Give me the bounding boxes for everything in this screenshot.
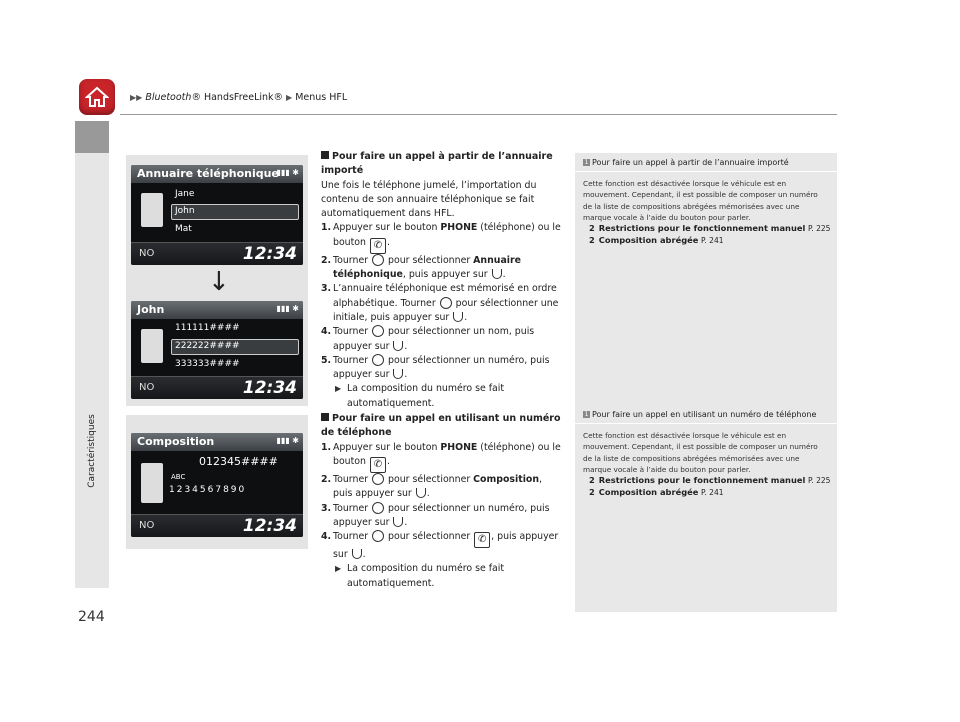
signal-bluetooth-icon: ▮▮▮ ✱ [276,304,299,313]
step: 5. Tourner pour sélectionner un numéro, puis appuyer sur . [321,354,550,381]
selector-knob-icon [372,473,384,485]
note-body: Cette fonction est désactivée lorsque le véhicule est en mouvement. Cependant, il est possible de composer un numéro de la liste de compositions abrégées mémorisées avec une marque vocale à l’aide du bouton pour parler. [583,179,818,222]
selector-knob-icon [372,502,384,514]
result-arrow-icon: ▶ [335,384,342,394]
breadcrumb-arrow-icon: ▶ [286,93,293,102]
list-item: John [175,206,195,216]
phonebook-icon [141,193,163,227]
sidebar [75,121,109,588]
sidebar-label: Caractéristiques [87,414,97,488]
phone-button-icon: ✆ [474,532,490,548]
step: 2. Tourner pour sélectionner Composition, puis appuyer sur . [321,473,543,500]
list-item: 222222#### [175,341,240,351]
home-icon [85,86,109,108]
phone-button-icon: ✆ [370,457,386,473]
note-box [575,153,837,246]
cross-reference-link[interactable]: 2 Restrictions pour le fonctionnement manuel P. 225 [589,223,831,234]
step: 3. L’annuaire téléphonique est mémorisé en ordre alphabétique. Tourner pour sélectionner une initiale, puis appuyer sur . [321,283,559,323]
home-button[interactable] [79,79,115,115]
notes-column [575,153,837,612]
breadcrumb-item-bluetooth[interactable]: Bluetooth [145,92,192,103]
reference-icon: 2 [589,234,595,245]
clock: 12:34 [242,378,297,398]
figure-panel-dial [126,415,308,549]
reference-icon: 2 [589,486,595,497]
signal-bluetooth-icon: ▮▮▮ ✱ [276,436,299,445]
square-bullet-icon [321,413,329,421]
press-knob-icon [492,269,502,279]
screen-phonebook [131,165,303,265]
section-intro: Une fois le téléphone jumelé, l’importation du contenu de son annuaire téléphonique se fait automatiquement dans HFL. [321,179,537,220]
note-title: 1 Pour faire un appel à partir de l’annuaire importé [575,153,837,172]
status-text: NO [139,248,155,259]
screen-title: Annuaire téléphonique [131,165,303,183]
phone-button-icon: ✆ [370,238,386,254]
cross-reference-link[interactable]: 2 Composition abrégée P. 241 [589,486,724,497]
selector-knob-icon [372,325,384,337]
section-heading: Pour faire un appel en utilisant un numéro de téléphone [321,413,561,439]
screen-contact [131,301,303,399]
note-marker-icon: 1 [584,411,589,418]
keypad-digits: 1234567890 [169,485,247,495]
reference-icon: 2 [589,223,595,234]
dial-number: 012345#### [199,455,278,468]
status-text: NO [139,382,155,393]
breadcrumb-arrow-icon: ▶▶ [130,93,143,102]
screen-title: Composition [131,433,303,451]
selector-knob-icon [372,254,384,266]
selector-knob-icon [372,354,384,366]
step: 4. Tourner pour sélectionner ✆ , puis appuyer sur . [321,531,559,561]
press-knob-icon [416,488,426,498]
page-number: 244 [78,609,105,625]
note-marker-icon: 1 [584,159,589,166]
keypad-letters: ABC [171,473,186,481]
arrow-down-icon: ↓ [208,267,230,297]
reference-icon: 2 [589,475,595,486]
list-item: 333333#### [175,359,240,369]
main-content [321,150,561,591]
square-bullet-icon [321,151,329,159]
selector-knob-icon [440,297,452,309]
step: 2. Tourner pour sélectionner Annuaire téléphonique, puis appuyer sur . [321,254,521,281]
breadcrumb [127,92,347,103]
keypad-icon [141,463,163,503]
header-divider [120,114,837,115]
result-arrow-icon: ▶ [335,564,342,574]
step-result: ▶ La composition du numéro se fait automatiquement. [321,382,561,411]
screen-dial [131,433,303,537]
step: 4. Tourner pour sélectionner un nom, puis appuyer sur . [321,326,535,352]
step-result: ▶ La composition du numéro se fait automatiquement. [321,562,561,591]
phonebook-icon [141,329,163,363]
press-knob-icon [393,517,403,527]
screen-footer [131,376,303,399]
press-knob-icon [352,549,362,559]
status-text: NO [139,520,155,531]
screen-footer [131,514,303,537]
section-heading: Pour faire un appel à partir de l’annuaire importé [321,151,553,177]
list-item: Jane [175,189,195,199]
note-body: Cette fonction est désactivée lorsque le véhicule est en mouvement. Cependant, il est possible de composer un numéro de la liste de compositions abrégées mémorisées avec une marque vocale à l’aide du bouton pour parler. [583,431,818,474]
signal-bluetooth-icon: ▮▮▮ ✱ [276,168,299,177]
note-box [575,405,837,498]
breadcrumb-item-menus[interactable]: Menus HFL [295,92,348,103]
clock: 12:34 [242,516,297,536]
screen-title: John [131,301,303,319]
press-knob-icon [393,369,403,379]
press-knob-icon [393,341,403,351]
list-item: 111111#### [175,323,240,333]
press-knob-icon [453,312,463,322]
step: 1. Appuyer sur le bouton PHONE (téléphone) ou le bouton ✆ . [321,221,561,253]
breadcrumb-item-suffix[interactable]: ® HandsFreeLink® [191,92,284,103]
selector-knob-icon [372,530,384,542]
cross-reference-link[interactable]: 2 Restrictions pour le fonctionnement manuel P. 225 [589,475,831,486]
list-item: Mat [175,224,192,234]
note-title: 1 Pour faire un appel en utilisant un numéro de téléphone [575,405,837,424]
step: 3. Tourner pour sélectionner un numéro, puis appuyer sur . [321,502,550,528]
screen-footer [131,242,303,265]
cross-reference-link[interactable]: 2 Composition abrégée P. 241 [589,234,724,245]
sidebar-tab[interactable] [75,121,109,153]
clock: 12:34 [242,244,297,264]
step: 1. Appuyer sur le bouton PHONE (téléphone) ou le bouton ✆ . [321,441,561,473]
